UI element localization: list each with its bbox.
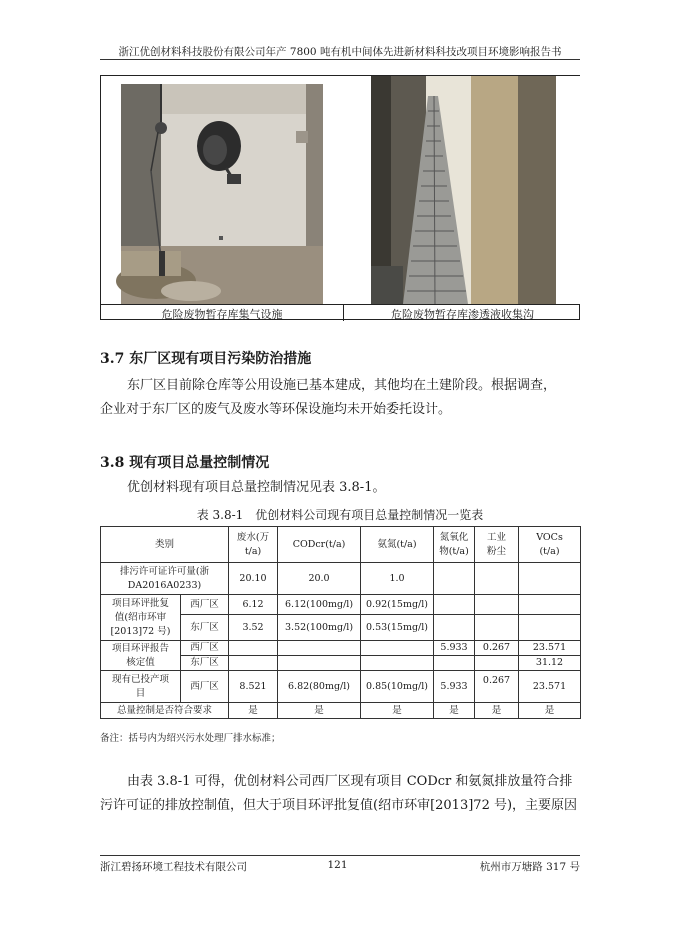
table-header-row bbox=[101, 527, 581, 563]
right-photo-caption: 危险废物暂存库渗透液收集沟 bbox=[343, 305, 581, 321]
table-cell: 1.0 bbox=[361, 563, 434, 595]
table-cell: 0.53(15mg/l) bbox=[361, 615, 434, 641]
table-cell: 是 bbox=[229, 703, 278, 719]
area-label: 西厂区 bbox=[181, 671, 229, 703]
table-cell bbox=[475, 563, 519, 595]
table-cell bbox=[434, 563, 475, 595]
table-row bbox=[101, 595, 581, 615]
row-label: 项目环评批复 值(绍市环审 [2013]72 号) bbox=[101, 595, 181, 641]
header-dust: 工业 粉尘 bbox=[475, 527, 519, 563]
row-label: 项目环评报告 核定值 bbox=[101, 641, 181, 671]
table-cell: 是 bbox=[434, 703, 475, 719]
footer-company: 浙江碧扬环境工程技术有限公司 bbox=[100, 861, 247, 873]
header-nox: 氮氧化 物(t/a) bbox=[434, 527, 475, 563]
photo-table bbox=[100, 75, 580, 320]
table-row bbox=[101, 671, 581, 703]
table-cell: 6.12 bbox=[229, 595, 278, 615]
area-label: 东厂区 bbox=[181, 656, 229, 671]
header-divider bbox=[100, 59, 580, 60]
area-label: 西厂区 bbox=[181, 641, 229, 656]
table-cell bbox=[434, 615, 475, 641]
leachate-trench-photo bbox=[343, 76, 581, 304]
table-cell: 是 bbox=[278, 703, 361, 719]
area-label: 西厂区 bbox=[181, 595, 229, 615]
table-cell: 0.267 bbox=[475, 671, 519, 703]
total-control-table bbox=[100, 526, 581, 719]
exhaust-facility-photo bbox=[101, 76, 343, 304]
footer-address: 杭州市万塘路 317 号 bbox=[479, 861, 580, 873]
section-3-8-heading: 3.8 现有项目总量控制情况 bbox=[100, 455, 270, 471]
header-category: 类别 bbox=[101, 527, 229, 563]
table-cell bbox=[278, 641, 361, 656]
table-cell: 0.92(15mg/l) bbox=[361, 595, 434, 615]
table-cell: 23.571 bbox=[519, 671, 581, 703]
table-cell bbox=[519, 563, 581, 595]
table-title: 表 3.8-1 优创材料公司现有项目总量控制情况一览表 bbox=[196, 508, 484, 522]
table-cell bbox=[229, 641, 278, 656]
paragraph-line: 污许可证的排放控制值，但大于项目环评批复值(绍市环审[2013]72 号)，主要原因 bbox=[100, 798, 578, 813]
area-label: 东厂区 bbox=[181, 615, 229, 641]
header-vocs: VOCs (t/a) bbox=[519, 527, 581, 563]
table-cell: 3.52 bbox=[229, 615, 278, 641]
table-cell: 0.267 bbox=[475, 641, 519, 656]
table-cell: 23.571 bbox=[519, 641, 581, 656]
table-cell: 3.52(100mg/l) bbox=[278, 615, 361, 641]
table-cell: 31.12 bbox=[519, 656, 581, 671]
left-photo-caption: 危险废物暂存库集气设施 bbox=[161, 308, 283, 321]
section-3-7-paragraph bbox=[100, 374, 580, 422]
table-cell bbox=[278, 656, 361, 671]
table-cell: 20.10 bbox=[229, 563, 278, 595]
page-number: 121 bbox=[327, 859, 348, 871]
table-cell bbox=[434, 656, 475, 671]
table-cell: 6.12(100mg/l) bbox=[278, 595, 361, 615]
paragraph-line: 由表 3.8-1 可得，优创材料公司西厂区现有项目 CODcr 和氨氮排放量符合排 bbox=[127, 774, 573, 789]
table-cell: 是 bbox=[361, 703, 434, 719]
table-cell bbox=[229, 656, 278, 671]
header-wastewater: 废水(万 t/a) bbox=[229, 527, 278, 563]
table-cell: 是 bbox=[475, 703, 519, 719]
table-cell bbox=[361, 641, 434, 656]
table-cell: 5.933 bbox=[434, 641, 475, 656]
section-3-8-intro bbox=[100, 476, 580, 500]
table-row bbox=[101, 641, 581, 656]
table-row bbox=[101, 703, 581, 719]
table-note: 备注：括号内为绍兴污水处理厂排水标准； bbox=[100, 733, 281, 744]
conclusion-paragraph bbox=[100, 770, 580, 818]
paragraph-line: 企业对于东厂区的废气及废水等环保设施均未开始委托设计。 bbox=[100, 402, 452, 417]
page-header: 浙江优创材料科技股份有限公司年产 7800 吨有机中间体先进新材料科技改项目环境影响报告书 bbox=[118, 46, 562, 58]
table-cell: 6.82(80mg/l) bbox=[278, 671, 361, 703]
paragraph-line: 东厂区目前除仓库等公用设施已基本建成，其他均在土建阶段。根据调查， bbox=[127, 378, 557, 393]
table-cell bbox=[475, 656, 519, 671]
section-3-7-heading: 3.7 东厂区现有项目污染防治措施 bbox=[100, 351, 312, 367]
table-cell: 是 bbox=[519, 703, 581, 719]
table-cell: 20.0 bbox=[278, 563, 361, 595]
table-row bbox=[101, 563, 581, 595]
header-codcr: CODcr(t/a) bbox=[278, 527, 361, 563]
table-cell: 5.933 bbox=[434, 671, 475, 703]
table-cell bbox=[519, 595, 581, 615]
header-ammonia: 氨氮(t/a) bbox=[361, 527, 434, 563]
table-cell bbox=[519, 615, 581, 641]
table-cell bbox=[475, 615, 519, 641]
photo-caption-row bbox=[101, 304, 579, 320]
table-cell bbox=[361, 656, 434, 671]
row-label: 总量控制是否符合要求 bbox=[101, 703, 229, 719]
row-label: 排污许可证许可量(浙 DA2016A0233) bbox=[101, 563, 229, 595]
table-cell bbox=[475, 595, 519, 615]
footer-divider bbox=[100, 855, 580, 856]
table-cell: 0.85(10mg/l) bbox=[361, 671, 434, 703]
table-cell bbox=[434, 595, 475, 615]
row-label: 现有已投产项 目 bbox=[101, 671, 181, 703]
table-cell: 8.521 bbox=[229, 671, 278, 703]
paragraph-line: 优创材料现有项目总量控制情况见表 3.8-1。 bbox=[127, 480, 386, 495]
